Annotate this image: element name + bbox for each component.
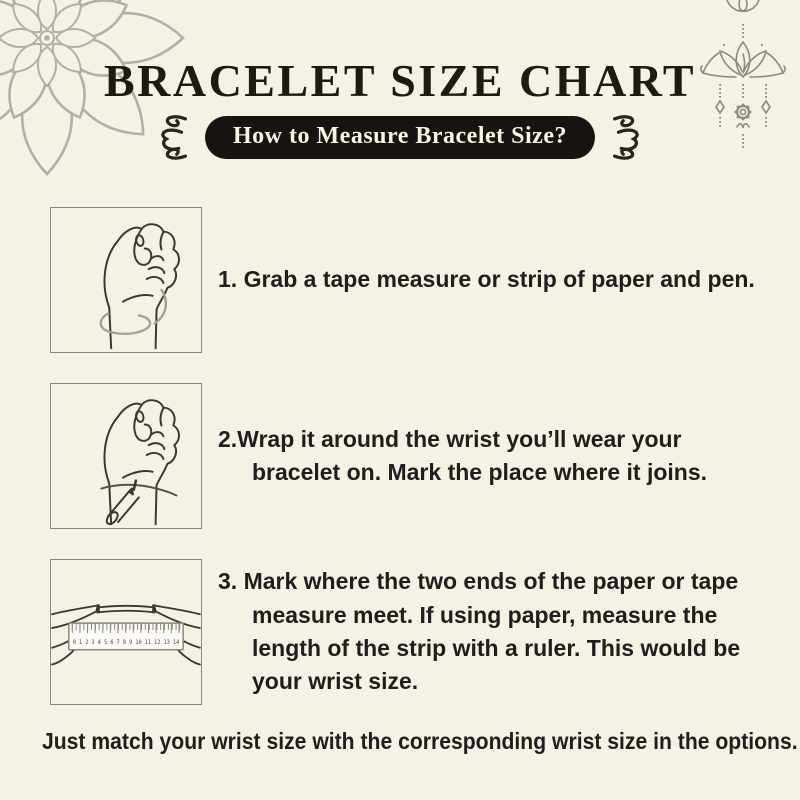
step-2-illustration-box bbox=[50, 383, 202, 529]
step-1-row bbox=[50, 207, 766, 353]
hands-measuring-strip-with-ruler-icon bbox=[51, 563, 201, 701]
flourish-left-icon bbox=[151, 112, 193, 162]
step-1-text: 1. Grab a tape measure or strip of paper and pen. bbox=[218, 266, 755, 293]
page-title: BRACELET SIZE CHART bbox=[103, 55, 697, 106]
hand-marking-wrist-with-pen-icon bbox=[51, 387, 201, 525]
ruler-numbers: 0 1 2 3 4 5 6 7 8 9 10 11 12 13 14 bbox=[72, 639, 180, 646]
step-2-text: 2.Wrap it around the wrist you’ll wear your bracelet on. Mark the place where it joins. bbox=[218, 425, 708, 485]
badge-row bbox=[0, 112, 800, 162]
hand-with-tape-measure-icon bbox=[51, 211, 201, 349]
flourish-right-icon bbox=[607, 112, 649, 162]
step-3-text: 3. Mark where the two ends of the paper or tape measure meet. If using paper, measure the length of the strip with a ruler. This would be your wrist size. bbox=[218, 568, 741, 695]
step-3-row bbox=[50, 559, 766, 705]
footer-note bbox=[0, 728, 800, 755]
step-3-illustration-box bbox=[50, 559, 202, 705]
step-2-row bbox=[50, 383, 766, 529]
how-to-measure-badge: How to Measure Bracelet Size? bbox=[205, 116, 595, 159]
step-1-illustration-box bbox=[50, 207, 202, 353]
footer-note-text: Just match your wrist size with the corresponding wrist size in the options. bbox=[41, 728, 798, 754]
